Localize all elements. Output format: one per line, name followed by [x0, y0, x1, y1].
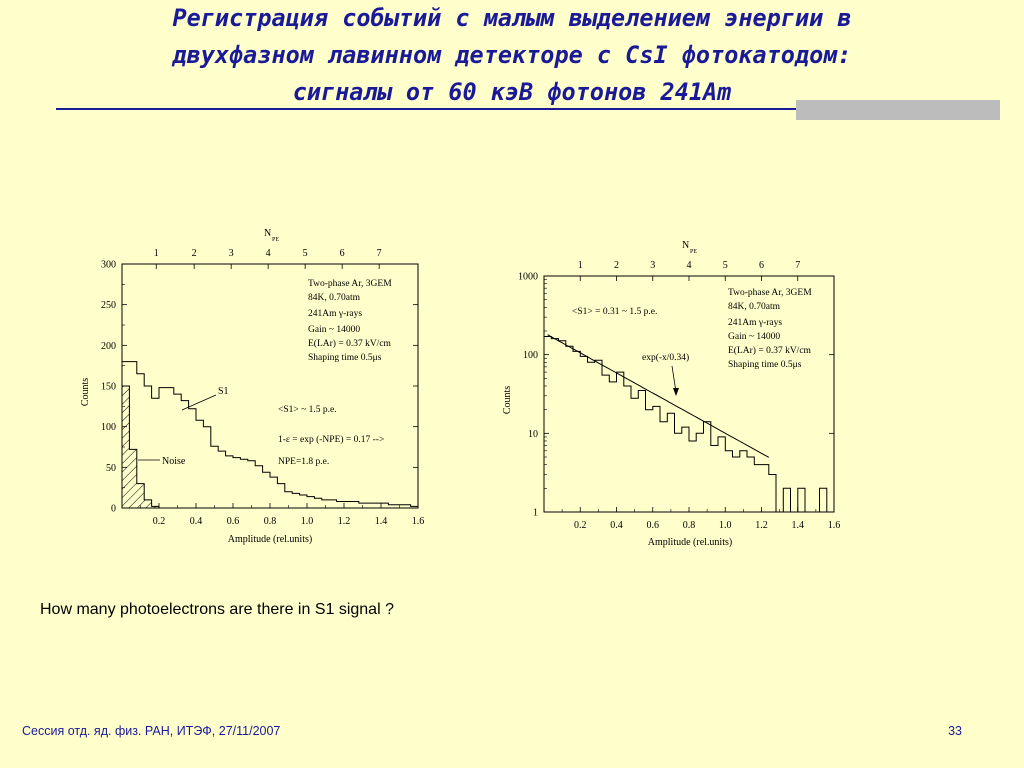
chart-left-linear — [60, 220, 450, 560]
right-info-box — [728, 288, 812, 370]
right-info-line-4: Gain ~ 14000 — [728, 332, 781, 342]
left-y-axis-label: Counts — [80, 377, 91, 407]
left-top-axis-label: N — [264, 228, 272, 239]
right-fit-pointer-head — [673, 388, 679, 396]
right-top-axis-sub: PE — [690, 249, 698, 255]
left-info-line-3: 241Am γ-rays — [308, 309, 363, 319]
left-x-axis-label: Amplitude (rel.units) — [227, 534, 313, 545]
right-top-tick-label: 2 — [614, 260, 619, 271]
left-top-tick-label: 2 — [191, 248, 197, 259]
left-x-tick-label: 1.2 — [337, 516, 351, 527]
right-x-axis-label: Amplitude (rel.units) — [647, 537, 733, 548]
right-info-line-3: 241Am γ-rays — [728, 318, 783, 328]
left-npe-note: NPE=1.8 p.e. — [278, 457, 330, 467]
right-s1-mean-note: <S1> = 0.31 ~ 1.5 p.e. — [572, 307, 658, 317]
left-noise-label: Noise — [162, 456, 186, 467]
right-x-tick-label: 0.8 — [682, 520, 696, 531]
left-info-box — [308, 279, 392, 363]
right-top-axis-label: N — [682, 240, 690, 251]
right-y-axis-label: Counts — [502, 385, 513, 415]
page-number: 33 — [948, 724, 962, 738]
left-y-tick-label: 100 — [101, 422, 116, 434]
left-x-tick-label: 0.8 — [263, 516, 277, 527]
left-top-tick-label: 1 — [153, 248, 159, 259]
right-info-line-6: Shaping time 0.5μs — [728, 360, 802, 370]
left-top-tick-label: 4 — [265, 248, 271, 259]
left-info-line-5: E(LAr) = 0.37 kV/cm — [308, 339, 391, 349]
left-axes — [101, 248, 424, 527]
left-y-tick-label: 300 — [101, 259, 116, 271]
left-x-tick-label: 0.4 — [189, 516, 203, 527]
right-x-tick-label: 0.6 — [646, 520, 659, 531]
title-shadow-bar — [796, 100, 1000, 120]
chart-right-log — [480, 232, 870, 562]
title-line-3: сигналы от 60 кэВ фотонов 241Am — [292, 78, 732, 106]
left-s1-label: S1 — [218, 386, 229, 397]
left-y-tick-label: 250 — [101, 300, 116, 312]
left-info-line-1: Two-phase Ar, 3GEM — [308, 279, 392, 289]
right-top-tick-label: 1 — [577, 260, 583, 271]
left-x-tick-label: 1.0 — [300, 516, 314, 527]
left-info-line-2: 84K, 0.70atm — [308, 293, 360, 303]
right-fit-label: exp(-x/0.34) — [642, 353, 690, 363]
left-y-tick-label: 200 — [101, 340, 116, 352]
left-plot-frame — [122, 264, 418, 508]
right-x-tick-label: 1.6 — [827, 520, 841, 531]
left-top-tick-label: 5 — [302, 248, 308, 259]
left-x-tick-label: 1.4 — [374, 516, 388, 527]
left-info-line-4: Gain ~ 14000 — [308, 325, 361, 335]
right-info-line-2: 84K, 0.70atm — [728, 302, 780, 312]
right-y-tick-label: 100 — [523, 350, 538, 362]
left-info-line-6: Shaping time 0.5μs — [308, 353, 382, 363]
left-y-tick-label: 50 — [106, 462, 116, 474]
question-text: How many photoelectrons are there in S1 signal ? — [40, 601, 394, 618]
right-top-tick-label: 6 — [759, 260, 764, 271]
right-top-tick-label: 5 — [722, 260, 728, 271]
right-top-tick-label: 4 — [686, 260, 692, 271]
footer-session: Сессия отд. яд. физ. РАН, ИТЭФ, 27/11/2007 — [22, 724, 281, 738]
right-x-tick-label: 1.4 — [791, 520, 804, 531]
right-y-tick-label: 1000 — [518, 271, 538, 283]
right-y-tick-label: 1 — [533, 507, 538, 519]
right-x-tick-label: 1.0 — [719, 520, 732, 531]
right-x-tick-label: 1.2 — [755, 520, 768, 531]
right-axes — [518, 260, 840, 531]
left-y-tick-label: 150 — [101, 381, 116, 393]
slide-title — [0, 0, 1024, 111]
right-x-tick-label: 0.2 — [574, 520, 587, 531]
right-info-line-5: E(LAr) = 0.37 kV/cm — [728, 346, 811, 356]
left-efficiency-note: 1-ε = exp (-NPE) = 0.17 --> — [278, 435, 385, 445]
left-x-tick-label: 0.2 — [152, 516, 166, 527]
title-line-2: двухфазном лавинном детекторе с CsI фотокатодом: — [172, 41, 852, 69]
right-y-tick-label: 10 — [528, 428, 538, 440]
title-line-1: Регистрация событий с малым выделением энергии в — [172, 4, 852, 32]
left-top-tick-label: 6 — [339, 248, 345, 259]
left-s1-mean-note: <S1> ~ 1.5 p.e. — [278, 405, 337, 415]
right-x-tick-label: 0.4 — [610, 520, 623, 531]
left-x-tick-label: 1.6 — [411, 516, 425, 527]
left-y-tick-label: 0 — [111, 503, 116, 515]
left-x-tick-label: 0.6 — [226, 516, 240, 527]
right-top-tick-label: 3 — [650, 260, 656, 271]
right-top-tick-label: 7 — [795, 260, 801, 271]
left-top-tick-label: 3 — [228, 248, 234, 259]
left-top-axis-sub: PE — [272, 237, 280, 243]
left-noise-histogram — [122, 386, 159, 508]
left-top-tick-label: 7 — [376, 248, 382, 259]
right-info-line-1: Two-phase Ar, 3GEM — [728, 288, 812, 298]
left-plot-area — [122, 264, 418, 508]
left-s1-pointer — [182, 395, 216, 410]
